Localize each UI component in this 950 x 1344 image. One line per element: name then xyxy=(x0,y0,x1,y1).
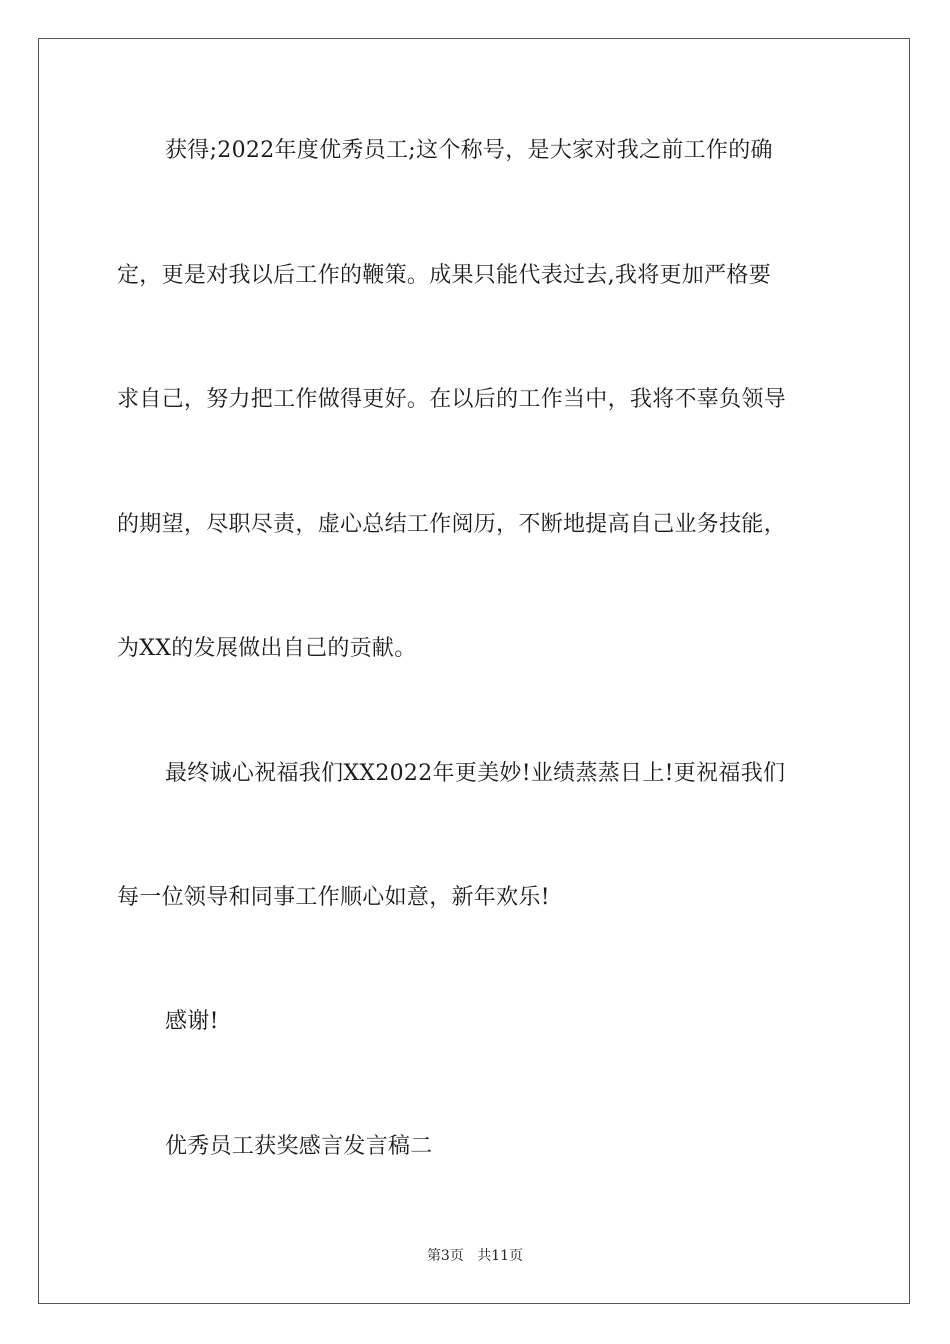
section-heading: 优秀员工获奖感言发言稿二 xyxy=(165,1134,433,1159)
page-total: 共11页 xyxy=(477,1248,524,1264)
page-number: 第3页 xyxy=(426,1248,464,1264)
paragraph-line: 为XX的发展做出自己的贡献。 xyxy=(117,636,417,661)
paragraph-line: 获得;2022年度优秀员工;这个称号，是大家对我之前工作的确 xyxy=(165,138,773,163)
page-footer xyxy=(0,1247,950,1265)
paragraph-line: 每一位领导和同事工作顺心如意，新年欢乐! xyxy=(117,885,550,910)
paragraph-line: 求自己，努力把工作做得更好。在以后的工作当中，我将不辜负领导 xyxy=(117,387,787,412)
paragraph-line: 感谢! xyxy=(165,1009,219,1034)
paragraph-line: 定，更是对我以后工作的鞭策。成果只能代表过去,我将更加严格要 xyxy=(117,263,771,288)
paragraph-line: 的期望，尽职尽责，虚心总结工作阅历，不断地提高自己业务技能， xyxy=(117,512,787,537)
page-frame xyxy=(38,38,910,1304)
paragraph-line: 最终诚心祝福我们XX2022年更美妙!业绩蒸蒸日上!更祝福我们 xyxy=(165,761,786,786)
